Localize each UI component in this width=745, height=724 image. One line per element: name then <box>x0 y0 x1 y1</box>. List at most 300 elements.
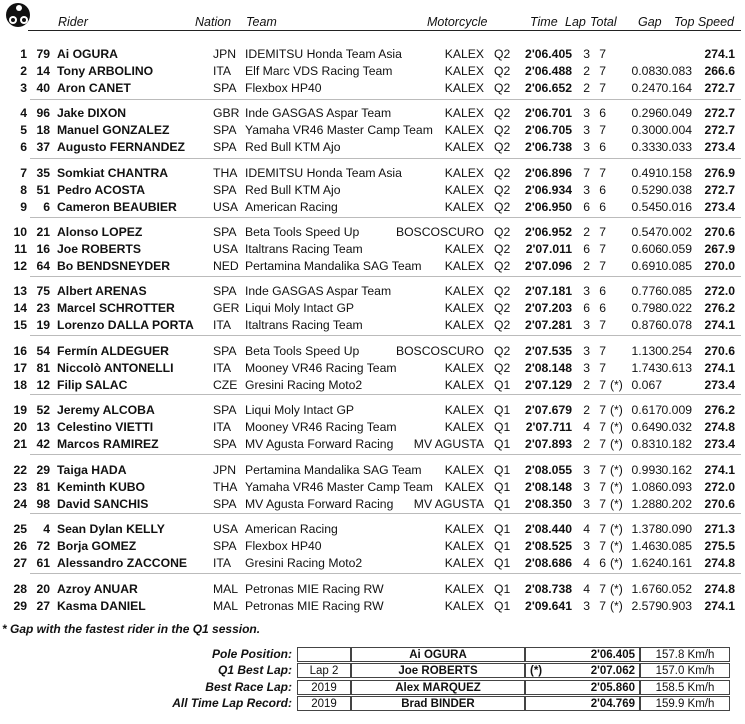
group-divider <box>30 335 741 336</box>
header-time: Time <box>530 15 558 29</box>
cell-moto: KALEX <box>444 81 484 95</box>
cell-moto: KALEX <box>444 599 484 613</box>
table-row <box>0 122 745 139</box>
cell-num: 21 <box>36 225 50 239</box>
cell-total: 7 <box>599 64 606 78</box>
cell-total: 6 <box>599 284 606 298</box>
cell-team: Petronas MIE Racing RW <box>245 582 384 596</box>
cell-pos: 19 <box>13 403 27 417</box>
table-row <box>0 46 745 63</box>
cell-name: Azroy ANUAR <box>57 582 138 596</box>
cell-team: MV Agusta Forward Racing <box>245 497 394 511</box>
cell-pos: 26 <box>13 539 27 553</box>
table-row <box>0 224 745 241</box>
cell-time: 2'07.893 <box>525 437 572 451</box>
cell-star: (*) <box>610 599 623 613</box>
cell-nat: CZE <box>213 378 238 392</box>
cell-time: 2'08.738 <box>525 582 572 596</box>
cell-gap1: 0.691 <box>631 259 662 273</box>
cell-pos: 3 <box>20 81 27 95</box>
cell-pos: 11 <box>14 242 27 256</box>
cell-time: 2'06.896 <box>525 166 572 180</box>
table-row <box>0 80 745 97</box>
cell-gap2: 0.022 <box>661 301 692 315</box>
cell-gap1: 0.831 <box>631 437 662 451</box>
cell-nat: ITA <box>213 556 232 570</box>
cell-pos: 25 <box>13 522 27 536</box>
cell-gap2: 0.202 <box>661 497 692 511</box>
cell-total: 7 <box>599 582 606 596</box>
table-row <box>0 300 745 317</box>
cell-time: 2'08.686 <box>525 556 572 570</box>
cell-q: Q1 <box>494 539 511 553</box>
cell-moto: KALEX <box>444 140 484 154</box>
cell-pos: 14 <box>13 301 27 315</box>
cell-time: 2'07.203 <box>525 301 572 315</box>
cell-gap2: 0.049 <box>661 106 692 120</box>
cell-time: 2'07.129 <box>525 378 572 392</box>
cell-gap2: 0.032 <box>661 420 692 434</box>
cell-moto: KALEX <box>444 480 484 494</box>
cell-pos: 5 <box>20 123 27 137</box>
cell-gap2: 0.254 <box>661 344 692 358</box>
cell-pos: 20 <box>13 420 27 434</box>
cell-num: 54 <box>36 344 50 358</box>
cell-speed: 274.8 <box>704 420 735 434</box>
cell-pos: 8 <box>20 183 27 197</box>
cell-num: 23 <box>36 301 50 315</box>
table-row <box>0 598 745 615</box>
cell-nat: GER <box>213 301 240 315</box>
cell-gap1: 0.545 <box>631 200 662 214</box>
cell-moto: KALEX <box>444 47 484 61</box>
cell-gap2: 0.016 <box>661 200 692 214</box>
header-rider: Rider <box>58 15 88 29</box>
cell-lap: 4 <box>583 522 590 536</box>
cell-lap: 6 <box>583 242 590 256</box>
table-row <box>0 343 745 360</box>
cell-gap2: 0.090 <box>661 522 692 536</box>
cell-team: Flexbox HP40 <box>245 539 322 553</box>
cell-moto: KALEX <box>444 556 484 570</box>
cell-moto: KALEX <box>444 361 484 375</box>
cell-moto: KALEX <box>444 378 484 392</box>
cell-gap1: 0.067 <box>631 378 662 392</box>
cell-moto: KALEX <box>444 123 484 137</box>
record-rider: Ai OGURA <box>351 647 525 662</box>
cell-gap1: 1.086 <box>631 480 662 494</box>
cell-num: 18 <box>36 123 50 137</box>
cell-lap: 2 <box>583 437 590 451</box>
cell-name: David SANCHIS <box>57 497 149 511</box>
cell-time: 2'06.705 <box>525 123 572 137</box>
cell-total: 6 <box>599 183 606 197</box>
header-divider <box>28 30 741 31</box>
cell-q: Q2 <box>494 47 511 61</box>
cell-name: Bo BENDSNEYDER <box>57 259 171 273</box>
group-divider <box>30 99 741 100</box>
cell-gap1: 1.676 <box>631 582 662 596</box>
cell-total: 7 <box>599 403 606 417</box>
cell-speed: 273.4 <box>704 437 735 451</box>
cell-name: Augusto FERNANDEZ <box>57 140 185 154</box>
record-prefix: (*) <box>530 665 543 677</box>
cell-num: 27 <box>36 599 50 613</box>
cell-nat: ITA <box>213 64 232 78</box>
cell-gap2: 0.078 <box>661 318 692 332</box>
cell-moto: KALEX <box>444 259 484 273</box>
cell-nat: NED <box>213 259 239 273</box>
cell-pos: 6 <box>20 140 27 154</box>
cell-num: 81 <box>36 361 50 375</box>
cell-nat: ITA <box>213 318 232 332</box>
cell-pos: 1 <box>20 47 27 61</box>
cell-team: Inde GASGAS Aspar Team <box>245 284 392 298</box>
table-row <box>0 462 745 479</box>
cell-num: 29 <box>36 463 50 477</box>
table-row <box>0 436 745 453</box>
cell-gap2: 0.033 <box>661 140 692 154</box>
cell-q: Q2 <box>494 361 511 375</box>
cell-lap: 2 <box>583 64 590 78</box>
cell-pos: 27 <box>13 556 27 570</box>
cell-time: 2'07.679 <box>525 403 572 417</box>
cell-num: 81 <box>36 480 50 494</box>
cell-name: Aron CANET <box>57 81 131 95</box>
cell-star: (*) <box>610 497 623 511</box>
cell-pos: 13 <box>13 284 27 298</box>
cell-pos: 15 <box>13 318 27 332</box>
cell-lap: 3 <box>583 183 590 197</box>
cell-name: Cameron BEAUBIER <box>57 200 177 214</box>
cell-q: Q2 <box>494 123 511 137</box>
cell-speed: 270.0 <box>704 259 735 273</box>
cell-num: 64 <box>36 259 50 273</box>
cell-q: Q1 <box>494 437 511 451</box>
cell-name: Tony ARBOLINO <box>57 64 154 78</box>
cell-team: Italtrans Racing Team <box>245 242 363 256</box>
cell-speed: 276.2 <box>704 403 735 417</box>
cell-speed: 274.1 <box>704 318 735 332</box>
cell-num: 35 <box>36 166 50 180</box>
cell-gap1: 0.529 <box>631 183 662 197</box>
cell-num: 52 <box>36 403 50 417</box>
cell-speed: 270.6 <box>704 344 735 358</box>
cell-lap: 3 <box>583 106 590 120</box>
cell-gap1: 0.617 <box>631 403 662 417</box>
cell-lap: 2 <box>583 259 590 273</box>
cell-lap: 3 <box>583 497 590 511</box>
cell-total: 7 <box>599 522 606 536</box>
table-row <box>0 182 745 199</box>
cell-num: 72 <box>36 539 50 553</box>
cell-speed: 274.8 <box>704 556 735 570</box>
cell-q: Q2 <box>494 259 511 273</box>
cell-name: Joe ROBERTS <box>57 242 141 256</box>
cell-pos: 7 <box>20 166 27 180</box>
cell-gap2: 0.158 <box>661 166 692 180</box>
cell-q: Q2 <box>494 140 511 154</box>
record-rider: Brad BINDER <box>351 696 525 711</box>
cell-q: Q2 <box>494 200 511 214</box>
cell-gap1: 1.624 <box>631 556 662 570</box>
cell-name: Somkiat CHANTRA <box>57 166 169 180</box>
header-lap: Lap <box>565 15 586 29</box>
record-time <box>525 663 640 678</box>
cell-moto: KALEX <box>444 106 484 120</box>
cell-total: 6 <box>599 556 606 570</box>
cell-num: 37 <box>36 140 50 154</box>
table-row <box>0 479 745 496</box>
table-row <box>0 419 745 436</box>
cell-lap: 2 <box>583 225 590 239</box>
cell-num: 75 <box>36 284 50 298</box>
cell-team: IDEMITSU Honda Team Asia <box>245 47 402 61</box>
cell-nat: SPA <box>213 183 237 197</box>
cell-nat: JPN <box>213 47 237 61</box>
cell-total: 7 <box>599 361 606 375</box>
cell-gap1: 1.378 <box>631 522 662 536</box>
cell-q: Q1 <box>494 463 511 477</box>
table-row <box>0 105 745 122</box>
cell-moto: KALEX <box>444 403 484 417</box>
cell-time: 2'08.440 <box>525 522 572 536</box>
cell-team: MV Agusta Forward Racing <box>245 437 394 451</box>
cell-speed: 272.7 <box>704 123 735 137</box>
cell-team: Liqui Moly Intact GP <box>245 403 355 417</box>
cell-num: 42 <box>36 437 50 451</box>
cell-star: (*) <box>610 378 623 392</box>
record-label: Q1 Best Lap: <box>217 663 292 677</box>
record-info: Lap 2 <box>297 663 351 678</box>
cell-name: Taiga HADA <box>57 463 127 477</box>
cell-moto: KALEX <box>444 301 484 315</box>
record-info: 2019 <box>297 696 351 711</box>
cell-speed: 272.7 <box>704 106 735 120</box>
record-info: 2019 <box>297 680 351 695</box>
cell-q: Q2 <box>494 344 511 358</box>
cell-nat: SPA <box>213 140 237 154</box>
cell-nat: JPN <box>213 463 237 477</box>
cell-team: Italtrans Racing Team <box>245 318 363 332</box>
group-divider <box>30 158 741 159</box>
cell-name: Alessandro ZACCONE <box>57 556 188 570</box>
table-row <box>0 317 745 334</box>
cell-gap1: 0.247 <box>631 81 662 95</box>
cell-num: 14 <box>36 64 50 78</box>
cell-moto: KALEX <box>444 420 484 434</box>
cell-total: 6 <box>599 106 606 120</box>
cell-team: Yamaha VR46 Master Camp Team <box>245 123 433 137</box>
cell-q: Q2 <box>494 242 511 256</box>
cell-name: Alonso LOPEZ <box>57 225 143 239</box>
cell-nat: USA <box>213 242 239 256</box>
cell-nat: USA <box>213 522 239 536</box>
cell-gap2: 0.002 <box>661 225 692 239</box>
cell-gap2: 0.085 <box>661 259 692 273</box>
cell-gap1: 0.649 <box>631 420 662 434</box>
cell-star: (*) <box>610 463 623 477</box>
motorcycle-rider-icon <box>4 0 32 30</box>
cell-name: Sean Dylan KELLY <box>57 522 165 536</box>
cell-name: Borja GOMEZ <box>57 539 137 553</box>
cell-name: Marcos RAMIREZ <box>57 437 159 451</box>
cell-name: Lorenzo DALLA PORTA <box>57 318 194 332</box>
cell-name: Jeremy ALCOBA <box>57 403 155 417</box>
cell-gap1: 1.288 <box>631 497 662 511</box>
cell-gap2: 0.085 <box>661 539 692 553</box>
cell-gap2: 0.164 <box>661 81 692 95</box>
cell-gap2: 0.613 <box>661 361 692 375</box>
cell-pos: 28 <box>13 582 27 596</box>
cell-speed: 270.6 <box>704 497 735 511</box>
cell-q: Q1 <box>494 556 511 570</box>
cell-time: 2'06.488 <box>525 64 572 78</box>
cell-speed: 272.7 <box>704 183 735 197</box>
cell-pos: 21 <box>13 437 27 451</box>
table-header <box>0 0 745 44</box>
cell-time: 2'06.934 <box>525 183 572 197</box>
record-label: Pole Position: <box>211 647 292 661</box>
cell-q: Q1 <box>494 599 511 613</box>
record-label: Best Race Lap: <box>205 680 292 694</box>
cell-time: 2'06.738 <box>525 140 572 154</box>
cell-gap1: 0.491 <box>631 166 662 180</box>
cell-speed: 272.0 <box>704 480 735 494</box>
table-row <box>0 581 745 598</box>
cell-pos: 29 <box>13 599 27 613</box>
cell-num: 79 <box>36 47 50 61</box>
cell-num: 12 <box>36 378 50 392</box>
cell-speed: 274.8 <box>704 582 735 596</box>
table-row <box>0 538 745 555</box>
cell-speed: 276.9 <box>704 166 735 180</box>
cell-time: 2'08.525 <box>525 539 572 553</box>
cell-team: Mooney VR46 Racing Team <box>245 361 397 375</box>
cell-lap: 4 <box>583 582 590 596</box>
cell-gap2: 0.903 <box>661 599 692 613</box>
cell-gap2: 0.059 <box>661 242 692 256</box>
cell-pos: 9 <box>20 200 27 214</box>
cell-time: 2'08.350 <box>525 497 572 511</box>
cell-num: 61 <box>36 556 50 570</box>
cell-total: 7 <box>599 463 606 477</box>
cell-name: Celestino VIETTI <box>57 420 154 434</box>
table-row <box>0 258 745 275</box>
cell-q: Q1 <box>494 403 511 417</box>
cell-nat: SPA <box>213 403 237 417</box>
record-time-value: 2'07.062 <box>590 665 635 677</box>
cell-moto: MV AGUSTA <box>413 497 484 511</box>
cell-name: Kasma DANIEL <box>57 599 146 613</box>
cell-lap: 3 <box>583 539 590 553</box>
table-row <box>0 63 745 80</box>
cell-moto: KALEX <box>444 318 484 332</box>
cell-total: 7 <box>599 539 606 553</box>
cell-time: 2'06.952 <box>525 225 572 239</box>
cell-nat: ITA <box>213 420 232 434</box>
cell-q: Q1 <box>494 497 511 511</box>
cell-nat: SPA <box>213 344 237 358</box>
cell-total: 7 <box>599 225 606 239</box>
cell-lap: 2 <box>583 403 590 417</box>
cell-nat: SPA <box>213 225 237 239</box>
cell-star: (*) <box>610 522 623 536</box>
cell-star: (*) <box>610 582 623 596</box>
cell-team: Gresini Racing Moto2 <box>245 378 363 392</box>
cell-gap2: 0.162 <box>661 463 692 477</box>
cell-moto: KALEX <box>444 539 484 553</box>
table-row <box>0 402 745 419</box>
cell-moto: MV AGUSTA <box>413 437 484 451</box>
cell-gap2: 0.004 <box>661 123 692 137</box>
cell-gap1: 0.606 <box>631 242 662 256</box>
cell-total: 7 <box>599 166 606 180</box>
cell-team: IDEMITSU Honda Team Asia <box>245 166 402 180</box>
cell-q: Q1 <box>494 522 511 536</box>
cell-team: Pertamina Mandalika SAG Team <box>245 463 422 477</box>
cell-gap1: 1.743 <box>631 361 662 375</box>
cell-pos: 23 <box>13 480 27 494</box>
cell-total: 7 <box>599 47 606 61</box>
record-speed: 157.8 Km/h <box>640 647 730 662</box>
cell-team: Beta Tools Speed Up <box>245 344 360 358</box>
cell-lap: 2 <box>583 81 590 95</box>
cell-pos: 17 <box>13 361 27 375</box>
cell-time: 2'07.181 <box>525 284 572 298</box>
cell-time: 2'06.652 <box>525 81 572 95</box>
cell-gap2: 0.052 <box>661 582 692 596</box>
cell-team: Petronas MIE Racing RW <box>245 599 384 613</box>
cell-lap: 3 <box>583 140 590 154</box>
cell-total: 7 <box>599 318 606 332</box>
table-row <box>0 377 745 394</box>
cell-nat: SPA <box>213 539 237 553</box>
cell-star: (*) <box>610 480 623 494</box>
record-time <box>525 696 640 711</box>
cell-num: 51 <box>36 183 50 197</box>
cell-total: 7 <box>599 123 606 137</box>
cell-gap1: 0.296 <box>631 106 662 120</box>
cell-lap: 4 <box>583 420 590 434</box>
cell-lap: 3 <box>583 123 590 137</box>
cell-gap1: 0.083 <box>631 64 662 78</box>
cell-team: Inde GASGAS Aspar Team <box>245 106 392 120</box>
cell-moto: KALEX <box>444 522 484 536</box>
cell-num: 98 <box>36 497 50 511</box>
cell-team: Liqui Moly Intact GP <box>245 301 355 315</box>
cell-lap: 3 <box>583 318 590 332</box>
cell-total: 7 <box>599 437 606 451</box>
cell-speed: 272.0 <box>704 284 735 298</box>
cell-num: 13 <box>36 420 50 434</box>
record-label: All Time Lap Record: <box>172 696 292 710</box>
cell-name: Keminth KUBO <box>57 480 146 494</box>
cell-num: 19 <box>36 318 50 332</box>
cell-moto: KALEX <box>444 183 484 197</box>
table-row <box>0 241 745 258</box>
cell-speed: 267.9 <box>704 242 735 256</box>
cell-q: Q2 <box>494 183 511 197</box>
cell-total: 6 <box>599 140 606 154</box>
cell-speed: 274.1 <box>704 463 735 477</box>
footnote: * Gap with the fastest rider in the Q1 session. <box>2 622 261 636</box>
record-speed: 158.5 Km/h <box>640 680 730 695</box>
cell-lap: 6 <box>583 200 590 214</box>
cell-total: 7 <box>599 599 606 613</box>
cell-gap2: 0.161 <box>661 556 692 570</box>
record-speed: 159.9 Km/h <box>640 696 730 711</box>
